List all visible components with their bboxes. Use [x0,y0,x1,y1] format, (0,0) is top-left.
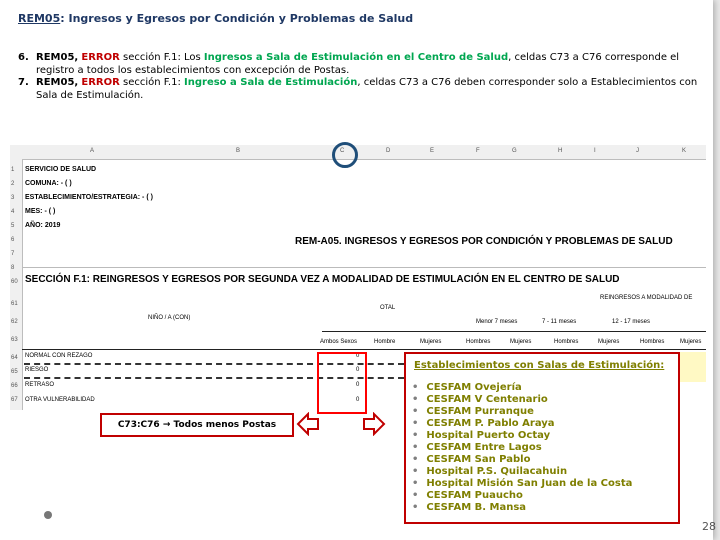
note-item [18,77,698,102]
list-item [412,382,632,394]
header-menor: Menor 7 meses [476,319,518,325]
note-error: ERROR [81,52,120,63]
cell-mes: MES: - ( ) [25,208,56,215]
section-title: SECCIÓN F.1: REINGRESOS Y EGRESOS POR SEGUNDA VEZ A MODALIDAD DE ESTIMULACIÓN EN EL CENTRO DE SALUD [25,274,620,285]
column-header: A [90,148,95,154]
bullet-icon: • [412,490,419,501]
header-nino: NIÑO / A (CON) [148,315,191,321]
establishment-name: CESFAM Purranque [426,406,534,417]
row-header: 65 [11,369,18,375]
header-sub-hombres: Hombres [466,339,491,345]
row-label: RIESGO [25,367,49,373]
column-header-bar [10,145,706,160]
column-header: I [594,148,596,154]
bullet-icon: • [412,418,419,429]
list-item [412,478,632,490]
row-header: 6 [11,237,15,243]
header-7-11: 7 - 11 meses [542,319,577,325]
bullet-icon: • [412,394,419,405]
establishment-name: CESFAM V Centenario [426,394,548,405]
list-item [412,454,632,466]
bullet-icon: • [412,502,419,513]
column-c-highlight-circle [332,142,358,168]
page-number: 28 [702,520,716,533]
header-total: OTAL [380,305,396,311]
header-hombre: Hombre [374,339,396,345]
establishment-name: Hospital P.S. Quilacahuin [426,466,568,477]
header-12-17: 12 - 17 meses [612,319,651,325]
row-header-bar [10,159,23,410]
cells-c73-c76-highlight [317,352,367,414]
header-sub-hombres: Hombres [640,339,665,345]
list-item [412,394,632,406]
highlighted-cell-area [676,352,706,382]
bullet-icon: • [412,466,419,477]
arrow-right-icon [362,412,386,436]
establishment-name: Hospital Puerto Octay [426,430,551,441]
row-label: RETRASO [25,382,55,388]
list-item [412,418,632,430]
callout-label: C73:C76 → Todos menos Postas [100,413,294,437]
note-error: ERROR [81,77,120,88]
bullet-icon: • [412,406,419,417]
title-text: : Ingresos y Egresos por Condición y Problemas de Salud [60,12,414,25]
list-item [412,442,632,454]
row-value: 0 [356,397,360,403]
column-header: C [340,148,345,154]
row-header: 3 [11,195,15,201]
row-value: 0 [356,353,360,359]
column-header: H [558,148,563,154]
establishment-name: CESFAM B. Mansa [426,502,527,513]
row-header: 4 [11,209,15,215]
header-reingresos: REINGRESOS A MODALIDAD DE [600,295,693,301]
establishment-name: CESFAM San Pablo [426,454,531,465]
column-header: E [430,148,435,154]
establishment-name: CESFAM P. Pablo Araya [426,418,555,429]
establishments-title: Establecimientos con Salas de Estimulación: [414,360,665,371]
row-header: 5 [11,223,15,229]
row-header: 66 [11,383,18,389]
row-label: OTRA VULNERABILIDAD [25,397,95,403]
header-mujer: Mujeres [420,339,442,345]
list-item [412,490,632,502]
list-item [412,430,632,442]
row-header: 1 [11,167,15,173]
column-header: G [512,148,517,154]
note-highlight: Ingresos a Sala de Estimulación en el Centro de Salud [203,52,509,63]
row-header: 60 [11,279,18,285]
note-text: , celdas C73 a C76 corresponde el registro a todos los establecimientos con excepción de Postas. [36,52,680,76]
bullet-icon: • [412,478,419,489]
note-text: sección F.1: Los [119,52,204,63]
header-sub-mujeres: Mujeres [510,339,532,345]
notes-list [18,52,698,102]
establishments-list [412,382,632,514]
row-value: 0 [356,367,360,373]
column-header: D [386,148,391,154]
row-header: 61 [11,301,18,307]
row-header: 64 [11,355,18,361]
arrow-left-icon [296,412,320,436]
row-header: 7 [11,251,15,257]
cell-comuna: COMUNA: - ( ) [25,180,72,187]
establishment-name: CESFAM Ovejería [426,382,522,393]
establishment-name: CESFAM Puaucho [426,490,523,501]
cell-establecimiento: ESTABLECIMIENTO/ESTRATEGIA: - ( ) [25,194,153,201]
bullet-icon: • [412,430,419,441]
row-header: 63 [11,337,18,343]
bullet-icon: • [412,382,419,393]
list-item [412,466,632,478]
page-title [18,12,413,25]
header-sub-mujeres: Mujeres [680,339,702,345]
note-number: 7. [18,77,29,88]
note-item [18,52,698,77]
slide-dot-icon [44,511,52,519]
column-header: F [476,148,480,154]
row-header: 67 [11,397,18,403]
row-header: 62 [11,319,18,325]
cell-anio: AÑO: 2019 [25,222,61,229]
header-sub-mujeres: Mujeres [598,339,620,345]
list-item [412,406,632,418]
row-label: NORMAL CON REZAGO [25,353,93,359]
cell-servicio: SERVICIO DE SALUD [25,166,97,173]
column-header: J [636,148,639,154]
bullet-icon: • [412,442,419,453]
note-text: , celdas C73 a C76 deben corresponder solo a Establecimientos con Sala de Estimulación. [36,77,698,101]
row-value: 0 [356,382,360,388]
establishment-name: CESFAM Entre Lagos [426,442,542,453]
note-rem: REM05, [36,77,79,88]
header-divider [22,349,706,350]
header-divider [322,331,706,332]
column-header: K [682,148,687,154]
note-highlight: Ingreso a Sala de Estimulación [184,77,358,88]
row-header: 2 [11,181,15,187]
row-divider [22,267,706,268]
bullet-icon: • [412,454,419,465]
row-header: 8 [11,265,15,271]
column-header: B [236,148,241,154]
report-title: REM-A05. INGRESOS Y EGRESOS POR CONDICIÓN Y PROBLEMAS DE SALUD [295,236,673,247]
note-number: 6. [18,52,29,63]
establishments-panel [404,352,680,524]
title-rem-code: REM05 [18,12,61,25]
list-item [412,502,632,514]
header-ambos: Ambos Sexos [320,339,358,345]
header-sub-hombres: Hombres [554,339,579,345]
note-text: sección F.1: [119,77,185,88]
note-rem: REM05, [36,52,79,63]
establishment-name: Hospital Misión San Juan de la Costa [426,478,633,489]
